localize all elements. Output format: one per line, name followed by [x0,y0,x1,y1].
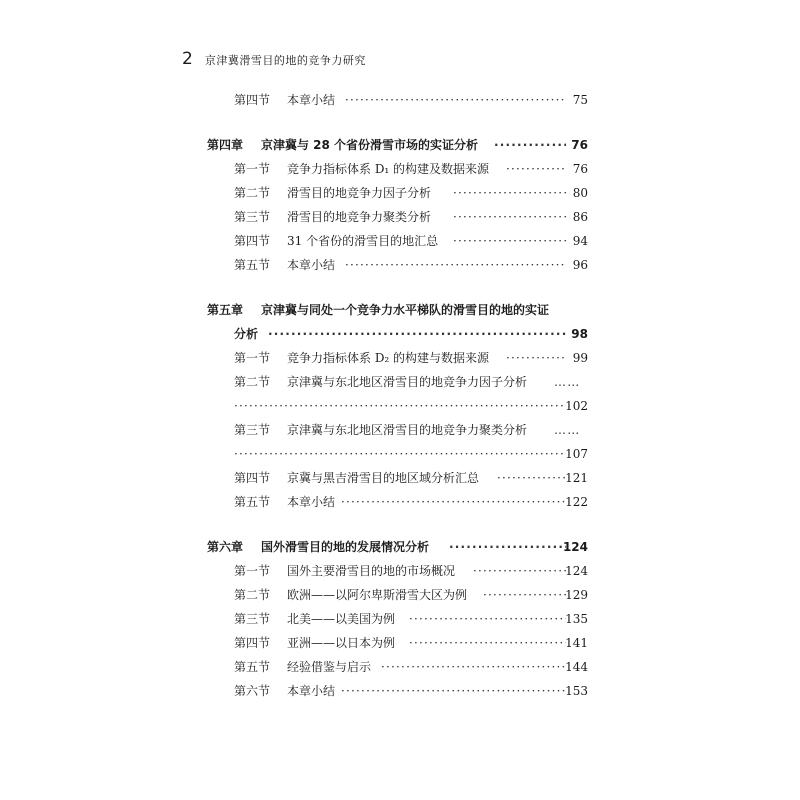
toc-entry[interactable] [0,346,800,370]
leader-dots [494,133,566,157]
toc-entry[interactable] [0,157,800,181]
leader-dots: …… [554,375,581,389]
toc-page: 102 [565,399,588,413]
toc-entry[interactable] [0,559,800,583]
toc-label: 第四节 [234,93,271,107]
leader-dots [234,394,566,418]
toc-title: 京津冀与东北地区滑雪目的地竞争力因子分析 [287,375,528,389]
leader-dots [453,205,566,229]
running-head [182,49,366,69]
toc-title: 分析 [234,327,259,341]
leader-dots [497,466,566,490]
toc-title: 本章小结 [287,93,336,107]
toc-chapter-continuation[interactable] [0,322,800,346]
toc-entry[interactable] [0,205,800,229]
toc-title: 京津冀与东北地区滑雪目的地竞争力聚类分析 [287,423,528,437]
toc-label: 第二节 [234,588,271,602]
toc-page: 75 [572,93,588,107]
toc-entry[interactable] [0,490,800,514]
toc-entry[interactable] [0,88,800,112]
toc-label: 第五节 [234,660,271,674]
toc-page: 107 [565,447,588,461]
leader-dots: …… [554,423,581,437]
toc-page: 121 [565,471,588,485]
leader-dots [345,88,566,112]
toc-title: 北美——以美国为例 [287,612,396,626]
toc-page: 141 [565,636,588,650]
leader-dots [409,631,566,655]
toc-label: 第六节 [234,684,271,698]
toc-title: 亚洲——以日本为例 [287,636,396,650]
toc-title: 京津冀与同处一个竞争力水平梯队的滑雪目的地的实证 [261,303,550,317]
toc-page: 98 [571,327,588,341]
toc-page: 86 [572,210,588,224]
toc-entry[interactable] [0,583,800,607]
leader-dots [268,322,566,346]
toc-title: 滑雪目的地竞争力因子分析 [287,186,432,200]
toc-title: 本章小结 [287,684,336,698]
toc-label: 第一节 [234,351,271,365]
toc-title: 滑雪目的地竞争力聚类分析 [287,210,432,224]
leader-dots [506,346,566,370]
toc-title: 竞争力指标体系 D₁ 的构建及数据来源 [287,162,490,176]
toc-entry[interactable] [0,253,800,277]
book-title: 京津冀滑雪目的地的竞争力研究 [204,54,366,67]
toc-page: 153 [565,684,588,698]
toc-entry-continuation[interactable] [0,442,800,466]
toc-label: 第二节 [234,375,271,389]
leader-dots [341,679,566,703]
toc-entry[interactable] [0,607,800,631]
toc-page: 94 [572,234,588,248]
toc-entry[interactable] [0,466,800,490]
toc-entry[interactable] [0,229,800,253]
toc-title: 本章小结 [287,258,336,272]
toc-label: 第一节 [234,564,271,578]
toc-entry[interactable] [0,655,800,679]
toc-title: 京津冀与 28 个省份滑雪市场的实证分析 [261,138,479,152]
toc-label: 第二节 [234,186,271,200]
toc-page: 80 [572,186,588,200]
toc-page: 99 [572,351,588,365]
leader-dots [381,655,566,679]
toc-label: 第五节 [234,258,271,272]
toc-label: 第五节 [234,495,271,509]
leader-dots [473,559,566,583]
toc-title: 国外主要滑雪目的地的市场概况 [287,564,456,578]
toc-title: 31 个省份的滑雪目的地汇总 [287,234,439,248]
toc-page: 124 [565,564,588,578]
toc-page: 124 [562,540,588,554]
toc-chapter-entry[interactable] [0,133,800,157]
toc-entry[interactable] [0,418,800,442]
page-number: 2 [182,49,193,69]
leader-dots [345,253,566,277]
toc-page: 76 [572,162,588,176]
toc-label: 第四节 [234,234,271,248]
toc-page: 96 [572,258,588,272]
leader-dots [449,535,566,559]
leader-dots [483,583,566,607]
toc-page: 122 [565,495,588,509]
toc-entry[interactable] [0,370,800,394]
toc-label: 第三节 [234,210,271,224]
toc-title: 国外滑雪目的地的发展情况分析 [261,540,430,554]
toc-page: 135 [565,612,588,626]
toc-label: 第四章 [207,138,244,152]
leader-dots [341,490,566,514]
toc-chapter-entry[interactable] [0,535,800,559]
toc-label: 第六章 [207,540,244,554]
toc-label: 第四节 [234,636,271,650]
toc-title: 本章小结 [287,495,336,509]
leader-dots [453,181,566,205]
leader-dots [453,229,566,253]
toc-label: 第三节 [234,423,271,437]
toc-chapter-entry[interactable] [0,298,800,322]
toc-entry[interactable] [0,679,800,703]
toc-entry[interactable] [0,181,800,205]
toc-label: 第四节 [234,471,271,485]
leader-dots [234,442,566,466]
toc-title: 欧洲——以阿尔卑斯滑雪大区为例 [287,588,468,602]
toc-title: 经验借鉴与启示 [287,660,372,674]
toc-page: 144 [565,660,588,674]
toc-page: 76 [571,138,588,152]
toc-entry[interactable] [0,631,800,655]
toc-title: 京冀与黑吉滑雪目的地区域分析汇总 [287,471,480,485]
toc-label: 第三节 [234,612,271,626]
toc-label: 第五章 [207,303,244,317]
toc-label: 第一节 [234,162,271,176]
leader-dots [409,607,566,631]
toc-entry-continuation[interactable] [0,394,800,418]
leader-dots [506,157,566,181]
toc-page: 129 [565,588,588,602]
toc-title: 竞争力指标体系 D₂ 的构建与数据来源 [287,351,490,365]
